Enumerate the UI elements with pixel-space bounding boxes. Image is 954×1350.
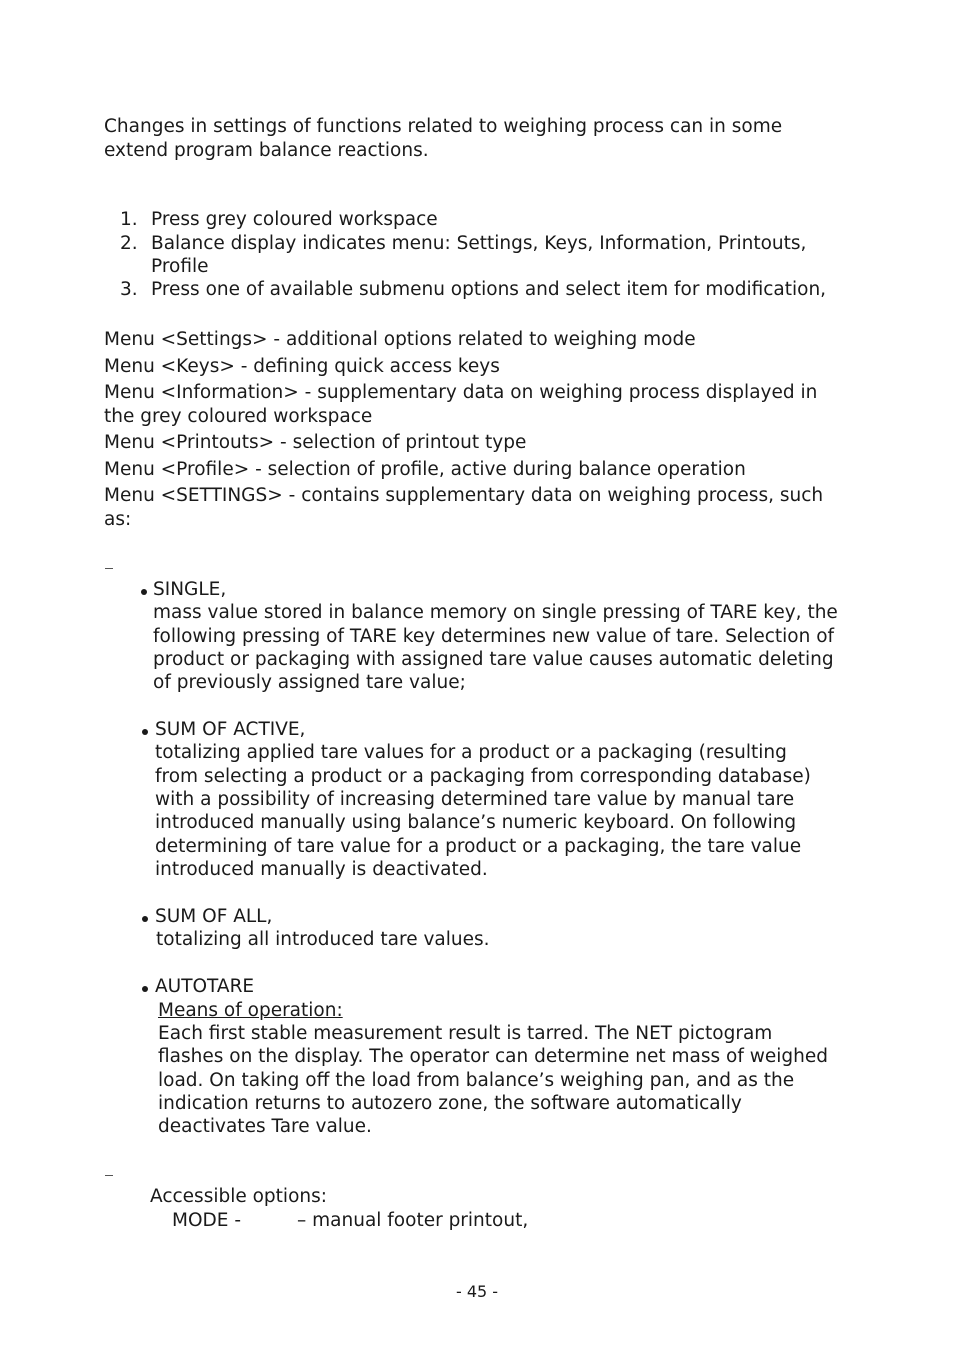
step-number: 2.: [120, 233, 138, 254]
step-text: Balance display indicates menu: Settings, Keys, Information, Printouts,: [151, 233, 807, 254]
tare-option-title: AUTOTARE: [155, 976, 255, 997]
step-text: Press grey coloured workspace: [151, 209, 438, 230]
tare-option-text: with a possibility of increasing determined tare value by manual tare: [155, 789, 795, 810]
bullet-icon: [142, 916, 148, 922]
tare-option-text: introduced manually is deactivated.: [155, 859, 488, 880]
menu-settings-line: Menu <Settings> - additional options related to weighing mode: [104, 329, 696, 350]
step-text: Profile: [151, 256, 209, 277]
bullet-icon: [142, 986, 148, 992]
tare-option-text: totalizing applied tare values for a product or a packaging (resulting: [155, 742, 787, 763]
tare-option-text: from selecting a product or a packaging from corresponding database): [155, 766, 811, 787]
tare-option-text: indication returns to autozero zone, the software automatically: [158, 1093, 742, 1114]
step-text: Press one of available submenu options and select item for modification,: [151, 279, 827, 300]
menu-keys-line: Menu <Keys> - defining quick access keys: [104, 356, 500, 377]
bullet-icon: [142, 729, 148, 735]
accessible-options-label: Accessible options:: [150, 1186, 327, 1207]
intro-line-1: Changes in settings of functions related to weighing process can in some: [104, 116, 783, 137]
tare-option-text: of previously assigned tare value;: [153, 672, 466, 693]
menu-printouts-line: Menu <Printouts> - selection of printout type: [104, 432, 527, 453]
tare-option-text: mass value stored in balance memory on single pressing of TARE key, the: [153, 602, 838, 623]
menu-settings-caps-line: Menu <SETTINGS> - contains supplementary data on weighing process, such: [104, 485, 824, 506]
tare-option-text: Each first stable measurement result is tarred. The NET pictogram: [158, 1023, 773, 1044]
menu-profile-line: Menu <Profile> - selection of profile, active during balance operation: [104, 459, 746, 480]
bullet-icon: [141, 589, 147, 595]
tare-option-text: flashes on the display. The operator can determine net mass of weighed: [158, 1046, 828, 1067]
mode-value: – manual footer printout,: [297, 1210, 529, 1231]
tare-option-text: load. On taking off the load from balance’s weighing pan, and as the: [158, 1070, 795, 1091]
intro-line-2: extend program balance reactions.: [104, 140, 429, 161]
tare-option-text: deactivates Tare value.: [158, 1116, 372, 1137]
tare-option-text: totalizing all introduced tare values.: [156, 929, 490, 950]
page-number: - 45 -: [455, 1282, 499, 1301]
menu-settings-caps-line-cont: as:: [104, 509, 132, 530]
menu-information-line-cont: the grey coloured workspace: [104, 406, 373, 427]
step-number: 1.: [120, 209, 138, 230]
tare-option-text: introduced manually using balance’s numeric keyboard. On following: [155, 812, 797, 833]
menu-information-line: Menu <Information> - supplementary data on weighing process displayed in: [104, 382, 818, 403]
tare-option-title: SUM OF ACTIVE,: [155, 719, 306, 740]
tare-option-text: determining of tare value for a product or a packaging, the tare value: [155, 836, 802, 857]
mode-label: MODE -: [172, 1210, 242, 1231]
tare-option-text: product or packaging with assigned tare value causes automatic deleting: [153, 649, 834, 670]
step-number: 3.: [120, 279, 138, 300]
tare-option-text: following pressing of TARE key determines new value of tare. Selection of: [153, 626, 835, 647]
tare-option-title: SINGLE,: [153, 579, 227, 600]
tare-option-title: SUM OF ALL,: [155, 906, 273, 927]
dash-marker: [105, 568, 113, 569]
means-of-operation-heading: Means of operation:: [158, 1000, 343, 1021]
dash-marker: [105, 1175, 113, 1176]
